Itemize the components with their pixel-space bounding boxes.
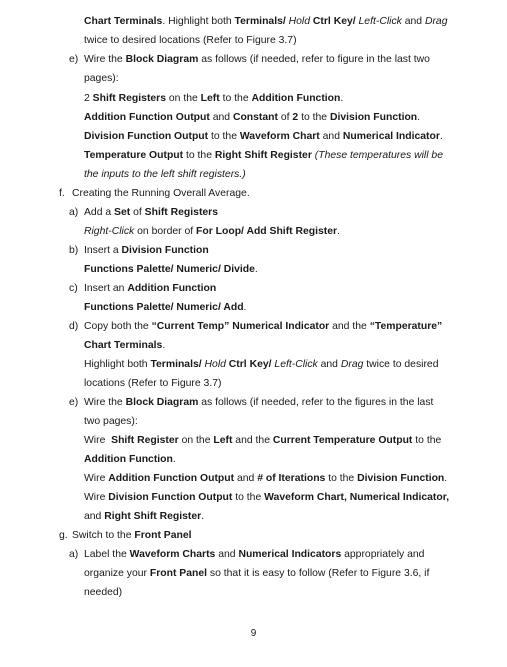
list-item: a) Label the Waveform Charts and Numerical Indicators appropriately and bbox=[69, 549, 425, 560]
list-item: b) Insert a Division Function bbox=[69, 245, 209, 256]
text-line: two pages): bbox=[84, 416, 138, 427]
text-line: Functions Palette/ Numeric/ Add. bbox=[84, 302, 247, 313]
text-line: Highlight both Terminals/ Hold Ctrl Key/ Left-Click and Drag twice to desired bbox=[84, 359, 439, 370]
text-line: Wire Addition Function Output and # of Iterations to the Division Function. bbox=[84, 473, 448, 484]
list-item: e) Wire the Block Diagram as follows (if needed, refer to figure in the last two bbox=[69, 54, 430, 65]
list-item: e) Wire the Block Diagram as follows (if needed, refer to the figures in the last bbox=[69, 397, 434, 408]
list-item: d) Copy both the “Current Temp” Numerical Indicator and the “Temperature” bbox=[69, 321, 443, 332]
section-heading: f. Creating the Running Overall Average. bbox=[59, 188, 250, 199]
page-number: 9 bbox=[250, 628, 257, 639]
text-line: and Right Shift Register. bbox=[84, 511, 205, 522]
text-line: organize your Front Panel so that it is easy to follow (Refer to Figure 3.6, if bbox=[84, 568, 430, 579]
list-item: a) Add a Set of Shift Registers bbox=[69, 207, 218, 218]
text-line: Addition Function. bbox=[84, 454, 176, 465]
text-line: Division Function Output to the Waveform Chart and Numerical Indicator. bbox=[84, 131, 443, 142]
list-item: c) Insert an Addition Function bbox=[69, 283, 217, 294]
text-line: locations (Refer to Figure 3.7) bbox=[84, 378, 222, 389]
text-line: Temperature Output to the Right Shift Register (These temperatures will be bbox=[84, 150, 443, 161]
text-line: twice to desired locations (Refer to Figure 3.7) bbox=[84, 35, 297, 46]
text-line: Chart Terminals. bbox=[84, 340, 166, 351]
text-line: the inputs to the left shift registers.) bbox=[84, 169, 246, 180]
text-line: 2 Shift Registers on the Left to the Addition Function. bbox=[84, 93, 344, 104]
text-line: Right-Click on border of For Loop/ Add Shift Register. bbox=[84, 226, 340, 237]
text-line: Addition Function Output and Constant of 2 to the Division Function. bbox=[84, 112, 421, 123]
text-line: needed) bbox=[84, 587, 123, 598]
text-line: Chart Terminals. Highlight both Terminals/ Hold Ctrl Key/ Left-Click and Drag bbox=[84, 16, 448, 27]
text-line: pages): bbox=[84, 73, 119, 84]
section-heading: g. Switch to the Front Panel bbox=[59, 530, 192, 541]
text-line: Wire Division Function Output to the Waveform Chart, Numerical Indicator, bbox=[84, 492, 450, 503]
text-line: Functions Palette/ Numeric/ Divide. bbox=[84, 264, 258, 275]
text-line: Wire Shift Register on the Left and the Current Temperature Output to the bbox=[84, 435, 442, 446]
